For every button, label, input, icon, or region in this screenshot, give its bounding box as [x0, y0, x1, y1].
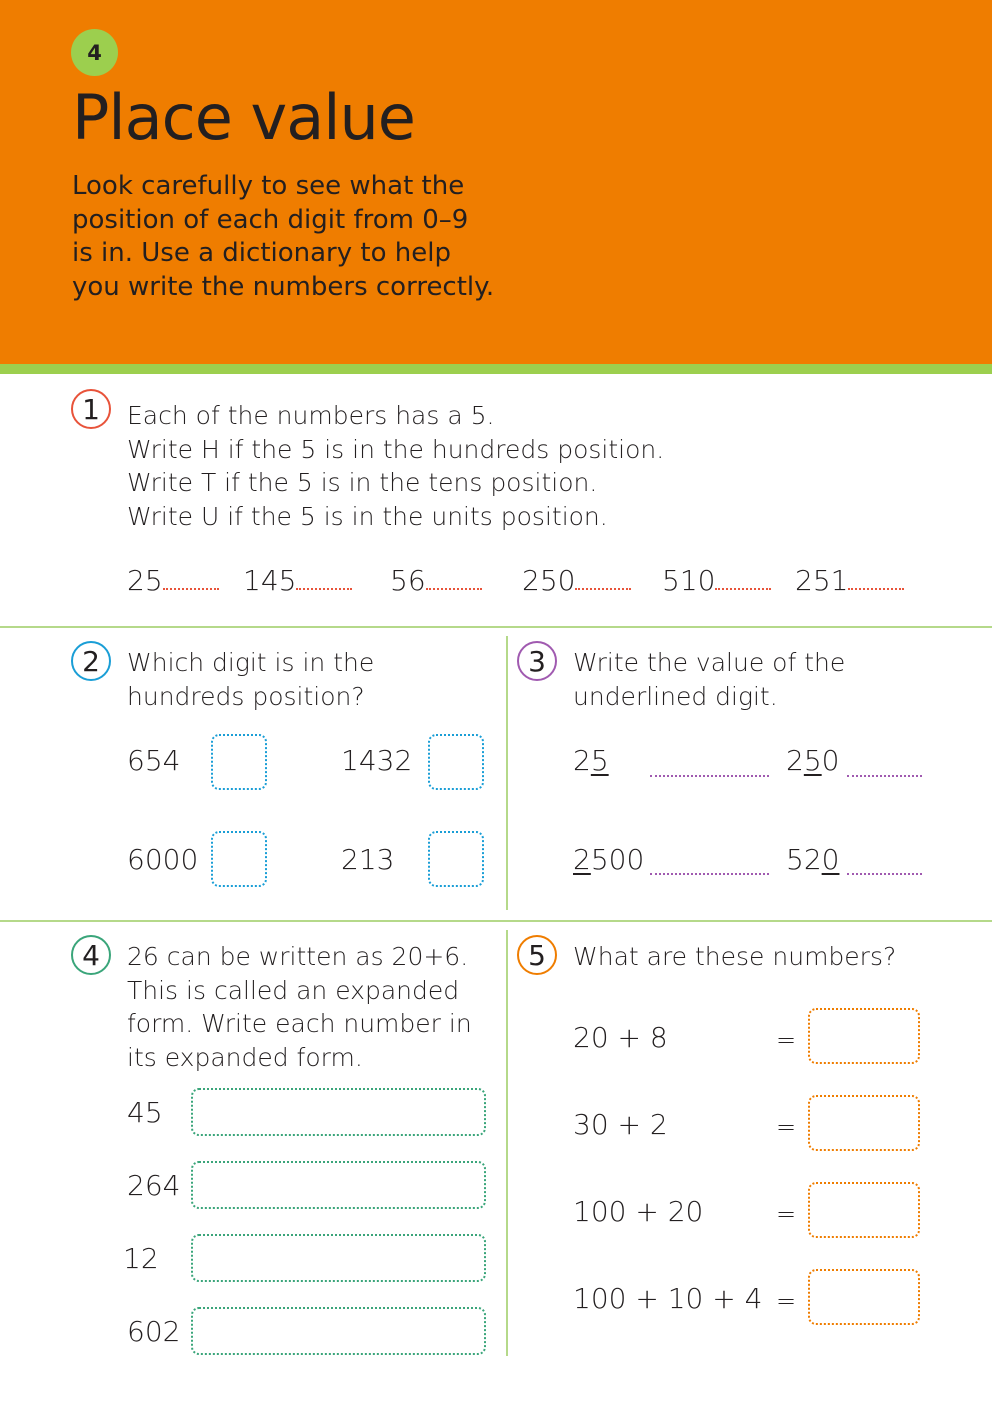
question-2-line: Which digit is in the [127, 648, 375, 677]
question-4-line: its expanded form. [127, 1042, 363, 1072]
q4-answer-box[interactable] [191, 1161, 486, 1209]
question-2-number: 2 [71, 641, 111, 681]
q2-answer-box[interactable] [428, 734, 484, 790]
q3-answer-line[interactable] [650, 873, 769, 875]
page-number-badge: 4 [71, 29, 118, 76]
q4-number: 602 [127, 1315, 181, 1348]
section-divider [0, 626, 992, 628]
underlined-digit: 5 [590, 744, 609, 777]
q1-number: 250 [522, 564, 576, 597]
question-3-line: underlined digit. [573, 681, 778, 711]
q3-answer-line[interactable] [650, 775, 769, 777]
question-2-line: hundreds position? [127, 681, 365, 711]
q1-item [127, 564, 219, 597]
q3-answer-line[interactable] [847, 873, 922, 875]
q4-answer-box[interactable] [191, 1088, 486, 1136]
q1-number: 251 [795, 564, 849, 597]
q5-answer-box[interactable] [808, 1095, 920, 1151]
q2-number: 654 [127, 744, 181, 777]
q1-number: 145 [243, 564, 297, 597]
question-5-number: 5 [517, 935, 557, 975]
intro-line: position of each digit from 0–9 [72, 204, 469, 235]
question-1-line: Write U if the 5 is in the units position. [127, 501, 608, 531]
question-1-line: Write T if the 5 is in the tens position. [127, 468, 598, 497]
equals-sign: = [776, 1287, 797, 1315]
q5-answer-box[interactable] [808, 1008, 920, 1064]
header-divider [0, 364, 992, 374]
q4-number: 45 [127, 1096, 163, 1129]
q2-number: 1432 [341, 744, 413, 777]
q1-number: 25 [127, 564, 163, 597]
q4-number: 12 [123, 1242, 159, 1275]
q2-number: 6000 [127, 843, 199, 876]
question-3-number: 3 [517, 641, 557, 681]
q5-sum: 100 + 20 [573, 1195, 704, 1228]
section-divider [0, 920, 992, 922]
page-title: Place value [72, 81, 415, 154]
intro-line: Look carefully to see what the [72, 171, 465, 201]
q3-number: 520 [786, 843, 840, 876]
underlined-digit: 2 [573, 843, 591, 876]
underlined-digit: 5 [803, 744, 822, 777]
q3-number: 2500 [573, 843, 645, 876]
q1-number: 510 [662, 564, 716, 597]
q1-answer-line[interactable] [575, 588, 631, 590]
question-4-line: 26 can be written as 20+6. [127, 942, 469, 971]
question-3-line: Write the value of the [573, 648, 846, 677]
q2-answer-box[interactable] [211, 734, 267, 790]
q1-answer-line[interactable] [426, 588, 482, 590]
question-1-line: Each of the numbers has a 5. [127, 401, 495, 430]
q1-answer-line[interactable] [848, 588, 904, 590]
q5-sum: 30 + 2 [573, 1108, 668, 1141]
q1-item [795, 564, 904, 597]
q1-number: 56 [390, 564, 426, 597]
q3-number: 25 [573, 744, 609, 777]
column-divider [506, 930, 508, 1356]
intro-line: is in. Use a dictionary to help [72, 238, 451, 268]
q1-answer-line[interactable] [163, 588, 219, 590]
q1-item [390, 564, 482, 597]
q2-number: 213 [341, 843, 395, 876]
q1-item [662, 564, 771, 597]
q2-answer-box[interactable] [211, 831, 267, 887]
q5-sum: 20 + 8 [573, 1021, 668, 1054]
q1-answer-line[interactable] [296, 588, 352, 590]
q5-answer-box[interactable] [808, 1269, 920, 1325]
intro-line: you write the numbers correctly. [72, 271, 495, 302]
q3-answer-line[interactable] [847, 775, 922, 777]
q1-answer-line[interactable] [715, 588, 771, 590]
q4-answer-box[interactable] [191, 1307, 486, 1355]
question-5-line: What are these numbers? [573, 942, 897, 971]
question-1-number: 1 [71, 389, 111, 429]
q3-number: 250 [786, 744, 840, 777]
question-4-number: 4 [71, 935, 111, 975]
equals-sign: = [776, 1113, 797, 1141]
q1-item [522, 564, 631, 597]
intro-text [72, 170, 495, 304]
question-3-text [573, 646, 845, 713]
question-4-line: This is called an expanded [127, 975, 460, 1005]
q2-answer-box[interactable] [428, 831, 484, 887]
q5-sum: 100 + 10 + 4 [573, 1282, 763, 1315]
equals-sign: = [776, 1200, 797, 1228]
question-1-text [127, 399, 664, 533]
underlined-digit: 0 [821, 843, 840, 876]
question-4-text [127, 940, 472, 1074]
column-divider [506, 636, 508, 910]
question-2-text [127, 646, 374, 713]
question-4-line: form. Write each number in [127, 1009, 472, 1038]
question-5-text [573, 940, 896, 974]
q1-item [243, 564, 352, 597]
q4-number: 264 [127, 1169, 181, 1202]
q4-answer-box[interactable] [191, 1234, 486, 1282]
equals-sign: = [776, 1026, 797, 1054]
q5-answer-box[interactable] [808, 1182, 920, 1238]
question-1-line: Write H if the 5 is in the hundreds position. [127, 434, 665, 464]
